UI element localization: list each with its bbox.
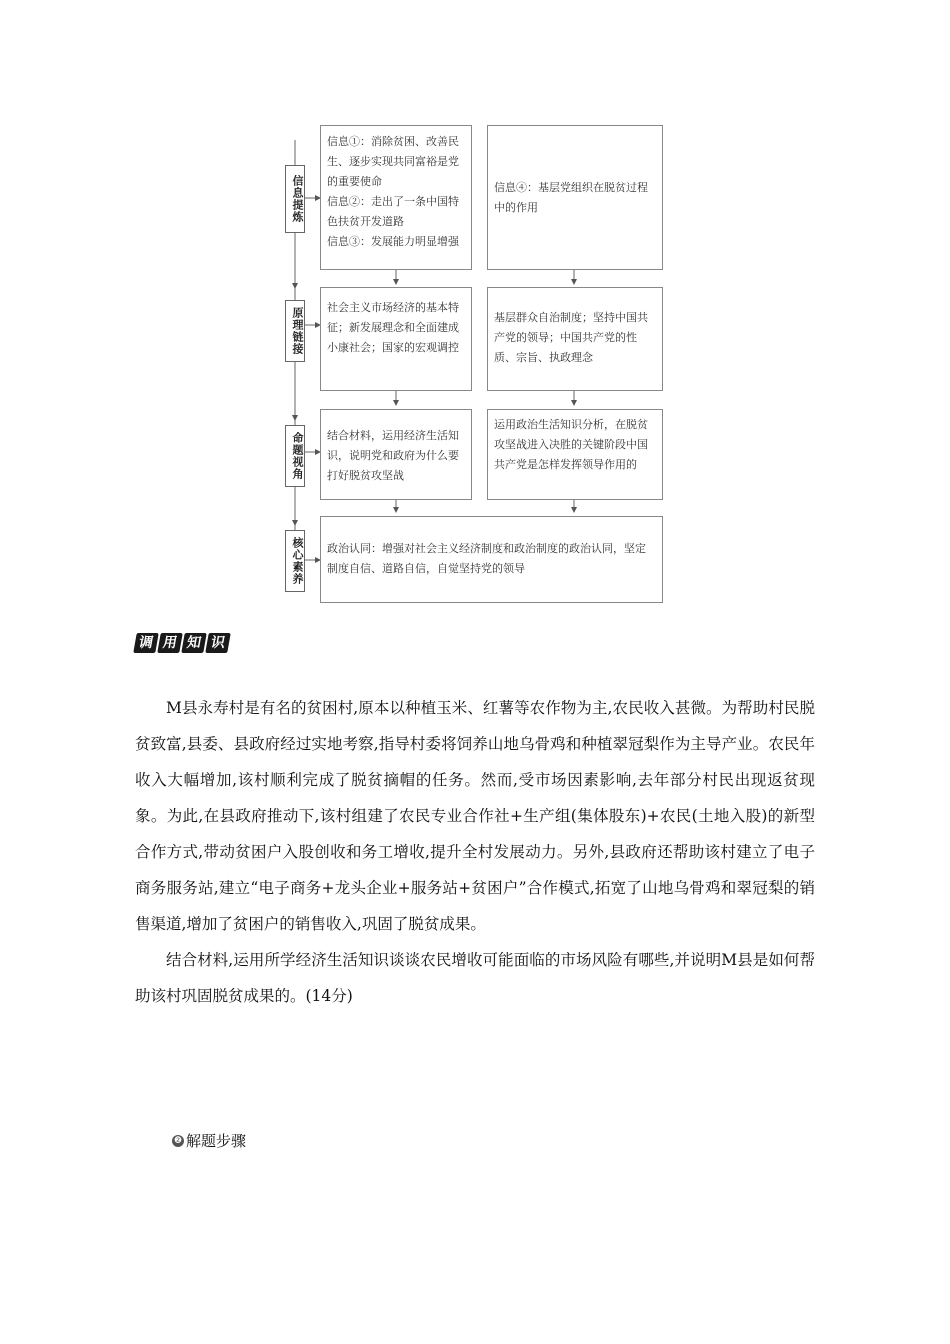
info-1-text: 信息①：消除贫困、改善民生、逐步实现共同富裕是党的重要使命 bbox=[327, 135, 459, 188]
literacy-box bbox=[320, 516, 663, 603]
row-label-literacy: 核心素养 bbox=[285, 530, 305, 592]
step-marker-icon: ❷ bbox=[173, 1135, 183, 1146]
row-label-perspective: 命题视角 bbox=[285, 425, 305, 487]
principle-left-box bbox=[320, 287, 472, 391]
perspective-left-box bbox=[320, 409, 472, 500]
solution-steps-heading bbox=[172, 1130, 246, 1151]
info-2-text: 信息②：走出了一条中国特色扶贫开发道路 bbox=[327, 195, 459, 228]
section-banner bbox=[135, 632, 231, 654]
principle-right-box bbox=[487, 287, 663, 391]
banner-char: 知 bbox=[181, 633, 207, 653]
passage bbox=[135, 690, 815, 1014]
passage-material: M县永寿村是有名的贫困村,原本以种植玉米、红薯等农作物为主,农民收入甚微。为帮助村民脱贫致富,县委、县政府经过实地考察,指导村委将饲养山地乌骨鸡和种植翠冠梨作为主导产业。农民年收入大幅增加,该村顺利完成了脱贫摘帽的任务。然而,受市场因素影响,去年部分村民出现返贫现象。为此,在县政府推动下,该村组建了农民专业合作社+生产组(集体股东)+农民(土地入股)的新型合作方式,带动贫困户入股创收和务工增收,提升全村发展动力。另外,县政府还帮助该村建立了电子商务服务站,建立“电子商务+龙头企业+服务站+贫困户”合作模式,拓宽了山地乌骨鸡和翠冠梨的销售渠道,增加了贫困户的销售收入,巩固了脱贫成果。 bbox=[135, 699, 815, 933]
banner-char: 识 bbox=[205, 633, 231, 653]
banner-char: 用 bbox=[157, 633, 183, 653]
principle-left-text: 社会主义市场经济的基本特征；新发展理念和全面建成小康社会；国家的宏观调控 bbox=[327, 301, 459, 354]
info-3-text: 信息③：发展能力明显增强 bbox=[327, 235, 459, 248]
info-right-box bbox=[487, 125, 663, 270]
perspective-right-box bbox=[487, 409, 663, 500]
perspective-left-text: 结合材料，运用经济生活知识，说明党和政府为什么要打好脱贫攻坚战 bbox=[327, 429, 459, 482]
info-4-text: 信息④：基层党组织在脱贫过程中的作用 bbox=[494, 181, 648, 214]
perspective-right-text: 运用政治生活知识分析，在脱贫攻坚战进入决胜的关键阶段中国共产党是怎样发挥领导作用的 bbox=[494, 418, 648, 471]
passage-question: 结合材料,运用所学经济生活知识谈谈农民增收可能面临的市场风险有哪些,并说明M县是如何帮助该村巩固脱贫成果的。(14分) bbox=[135, 951, 815, 1005]
banner-char: 调 bbox=[133, 633, 159, 653]
info-left-box bbox=[320, 125, 472, 270]
flow-diagram bbox=[0, 0, 950, 620]
row-label-principle: 原理链接 bbox=[285, 300, 305, 362]
steps-label: 解题步骤 bbox=[186, 1132, 247, 1150]
principle-right-text: 基层群众自治制度；坚持中国共产党的领导；中国共产党的性质、宗旨、执政理念 bbox=[494, 311, 648, 364]
literacy-text: 政治认同：增强对社会主义经济制度和政治制度的政治认同，坚定制度自信、道路自信，自觉坚持党的领导 bbox=[327, 542, 646, 575]
row-label-info: 信息提炼 bbox=[285, 165, 305, 233]
